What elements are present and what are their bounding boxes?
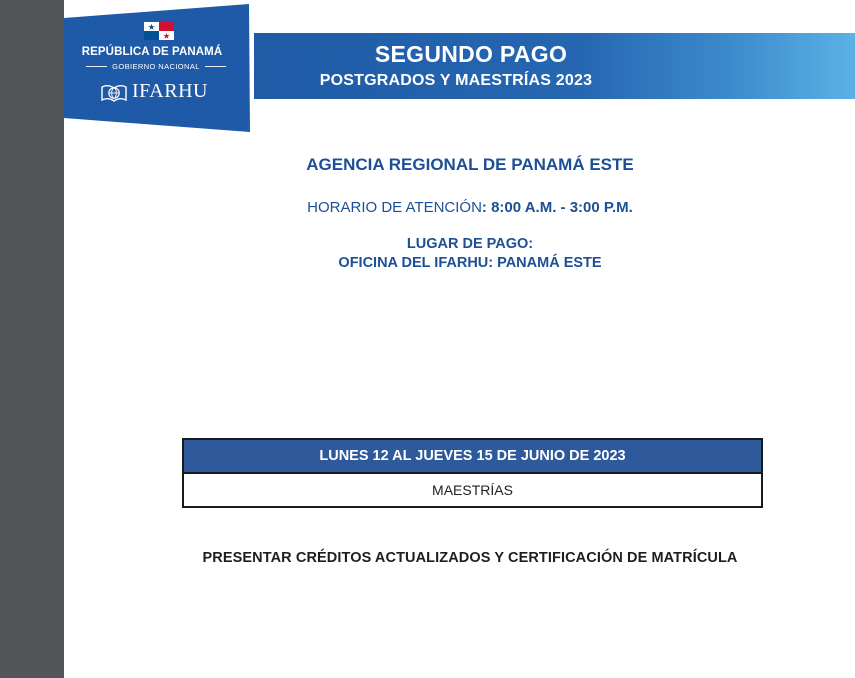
logo-government-label: GOBIERNO NACIONAL <box>112 61 200 71</box>
table-header-date: LUNES 12 AL JUEVES 15 DE JUNIO DE 2023 <box>183 439 762 473</box>
header-banner <box>254 33 855 99</box>
logo-country-name: REPÚBLICA DE PANAMÁ <box>81 46 223 58</box>
logo-brand-name: IFARHU <box>132 80 208 102</box>
logo-divider-right <box>205 66 226 67</box>
table-header-row <box>183 439 762 473</box>
logo-government-line <box>86 60 226 72</box>
banner-title: SEGUNDO PAGO <box>374 41 568 67</box>
schedule-label: HORARIO DE ATENCIÓN <box>307 199 482 216</box>
table-row <box>183 473 762 507</box>
table-cell-program: MAESTRÍAS <box>183 473 762 507</box>
payment-place-value: OFICINA DEL IFARHU: PANAMÁ ESTE <box>338 255 602 271</box>
ifarhu-logo-badge <box>64 0 250 132</box>
requirements-notice: PRESENTAR CRÉDITOS ACTUALIZADOS Y CERTIFICACIÓN DE MATRÍCULA <box>202 550 738 566</box>
agency-name: AGENCIA REGIONAL DE PANAMÁ ESTE <box>306 155 634 174</box>
panama-flag-icon <box>144 22 174 40</box>
viewer-sidebar <box>0 0 64 678</box>
schedule-line <box>190 199 750 216</box>
logo-divider-left <box>86 66 107 67</box>
banner-subtitle: POSTGRADOS Y MAESTRÍAS 2023 <box>319 72 593 89</box>
schedule-value: : 8:00 A.M. - 3:00 P.M. <box>481 199 633 216</box>
payment-place-label: LUGAR DE PAGO: <box>406 236 534 252</box>
ifarhu-globe-book-icon <box>100 81 128 103</box>
logo-brand <box>100 80 208 103</box>
schedule-table <box>182 438 763 508</box>
